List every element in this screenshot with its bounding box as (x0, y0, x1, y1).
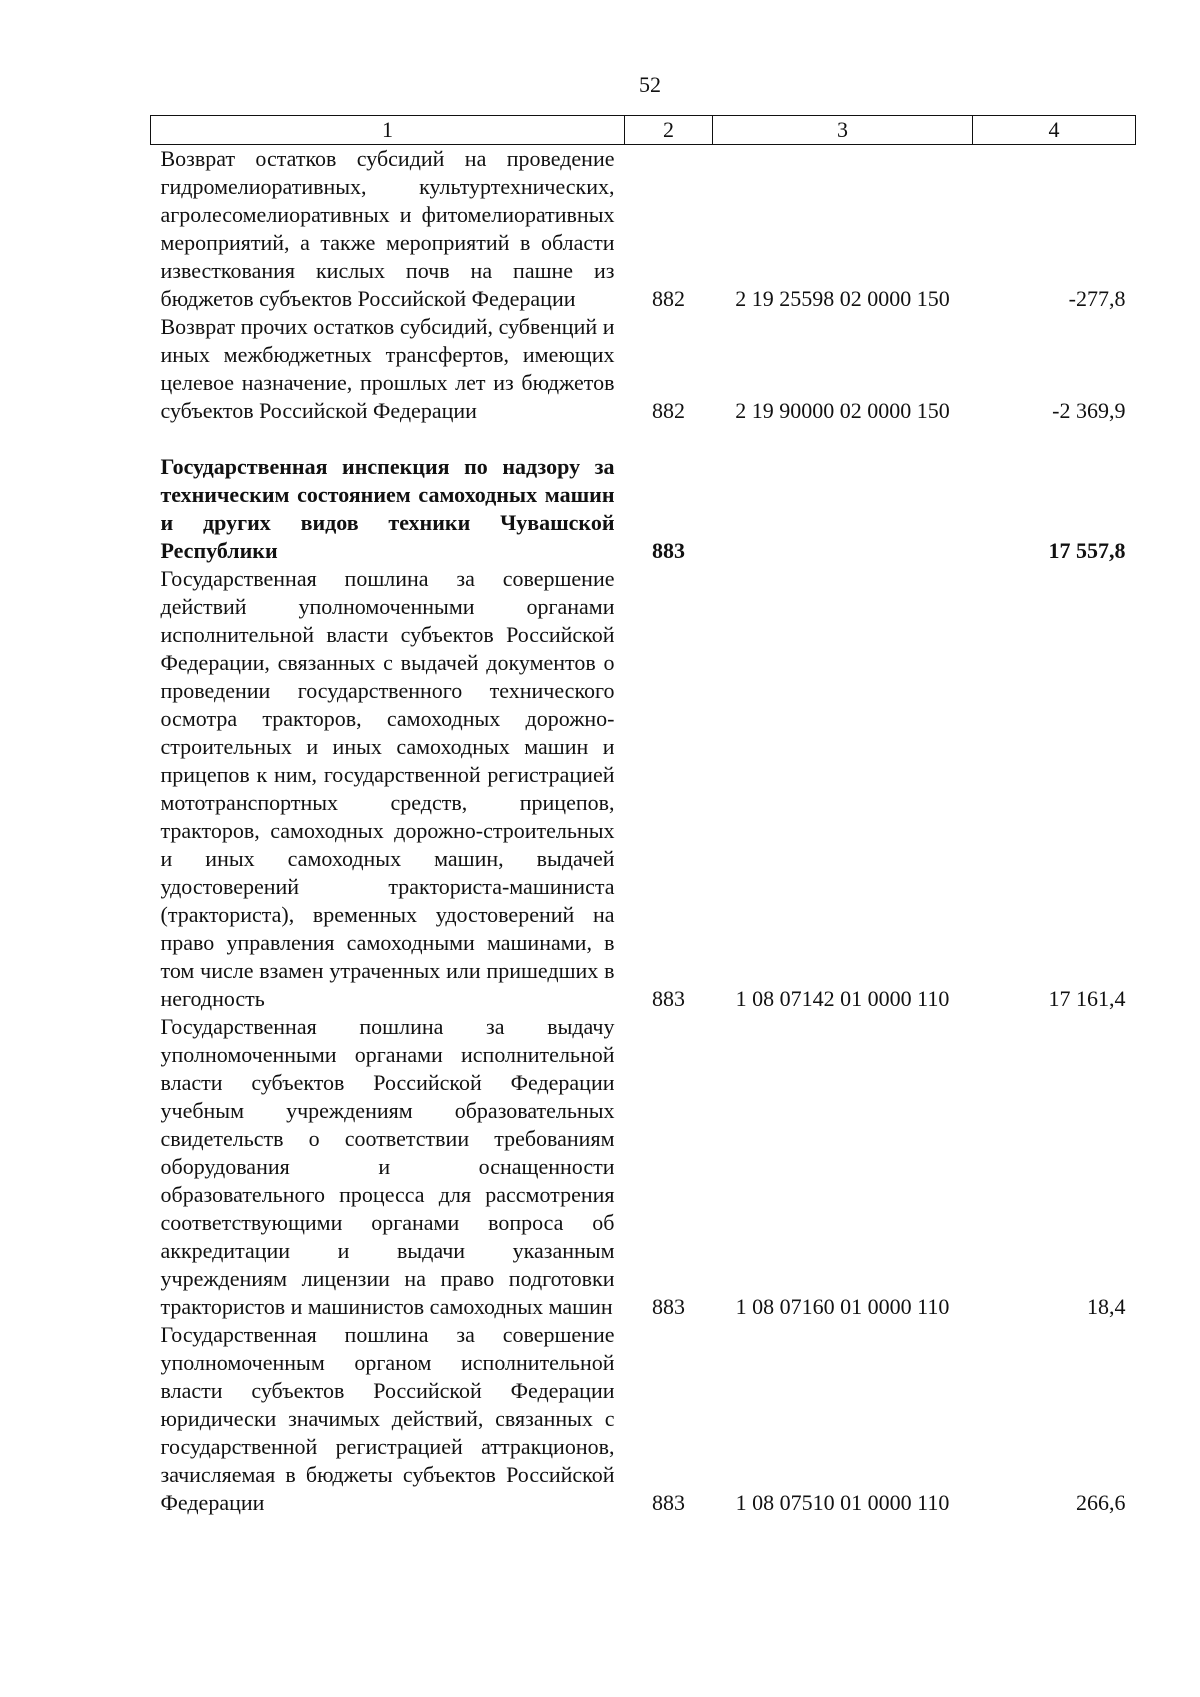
row-admin-code: 883 (652, 986, 685, 1011)
header-col-3: 3 (713, 116, 973, 145)
table-row (151, 313, 1136, 425)
row-admin-code: 883 (652, 1294, 685, 1319)
table-row (151, 565, 1136, 1013)
table-row-section-heading (151, 453, 1136, 565)
header-col-1: 1 (151, 116, 625, 145)
table-row (151, 1013, 1136, 1321)
header-col-2: 2 (625, 116, 713, 145)
table-header (151, 116, 1136, 145)
row-admin-code: 883 (652, 1490, 685, 1515)
row-budget-code: 1 08 07160 01 0000 110 (735, 1294, 950, 1319)
table-spacer (151, 425, 1136, 453)
row-amount: 17 557,8 (1048, 538, 1126, 563)
row-amount: -277,8 (1068, 286, 1126, 311)
spacer-cell (151, 425, 1136, 453)
row-description: Возврат остатков субсидий на проведение гидромелиоративных, культуртехнических, агролесомелиоративных и фитомелиоративных мероприятий, а также мероприятий в области известкования кислых почв на пашне из бюджетов субъектов Российской Федерации (160, 146, 615, 311)
row-description: Возврат прочих остатков субсидий, субвенций и иных межбюджетных трансфертов, имеющих целевое назначение, прошлых лет из бюджетов субъектов Российской Федерации (160, 314, 615, 423)
row-amount: 266,6 (1076, 1490, 1126, 1515)
header-col-4: 4 (973, 116, 1136, 145)
table-body (151, 145, 1136, 1518)
row-description: Государственная пошлина за выдачу уполномоченными органами исполнительной власти субъектов Российской Федерации учебным учреждениям образовательных свидетельств о соответствии требованиям оборудования и оснащенности образовательного процесса для рассмотрения соответствующими органами вопроса об аккредитации и выдачи указанным учреждениям лицензии на право подготовки трактористов и машинистов самоходных машин (160, 1014, 615, 1319)
row-budget-code: 2 19 25598 02 0000 150 (735, 286, 950, 311)
revenue-table (150, 115, 1136, 1517)
row-amount: -2 369,9 (1052, 398, 1126, 423)
row-amount: 18,4 (1087, 1294, 1126, 1319)
row-description: Государственная пошлина за совершение действий уполномоченными органами исполнительной власти субъектов Российской Федерации, связанных с выдачей документов о проведении государственного технического осмотра тракторов, самоходных дорожно-строительных и иных самоходных машин и прицепов к ним, государственной регистрацией мототранспортных средств, прицепов, тракторов, самоходных дорожно-строительных и иных самоходных машин, выдачей удостоверений тракториста-машиниста (тракториста), временных удостоверений на право управления самоходными машинами, в том числе взамен утраченных или пришедших в негодность (160, 566, 615, 1011)
table-row (151, 1321, 1136, 1517)
row-admin-code: 882 (652, 398, 685, 423)
table-row (151, 145, 1136, 314)
row-admin-code: 882 (652, 286, 685, 311)
row-amount: 17 161,4 (1048, 986, 1126, 1011)
row-budget-code (713, 453, 973, 565)
section-heading: Государственная инспекция по надзору за техническим состоянием самоходных машин и других видов техники Чувашской Республики (160, 454, 615, 563)
row-budget-code: 1 08 07510 01 0000 110 (735, 1490, 950, 1515)
row-budget-code: 1 08 07142 01 0000 110 (735, 986, 950, 1011)
row-admin-code: 883 (652, 538, 685, 563)
row-description: Государственная пошлина за совершение уполномоченным органом исполнительной власти субъектов Российской Федерации юридически значимых действий, связанных с государственной регистрацией аттракционов, зачисляемая в бюджеты субъектов Российской Федерации (160, 1322, 615, 1515)
page-number: 52 (639, 72, 661, 97)
header-row (151, 116, 1136, 145)
row-budget-code: 2 19 90000 02 0000 150 (735, 398, 950, 423)
